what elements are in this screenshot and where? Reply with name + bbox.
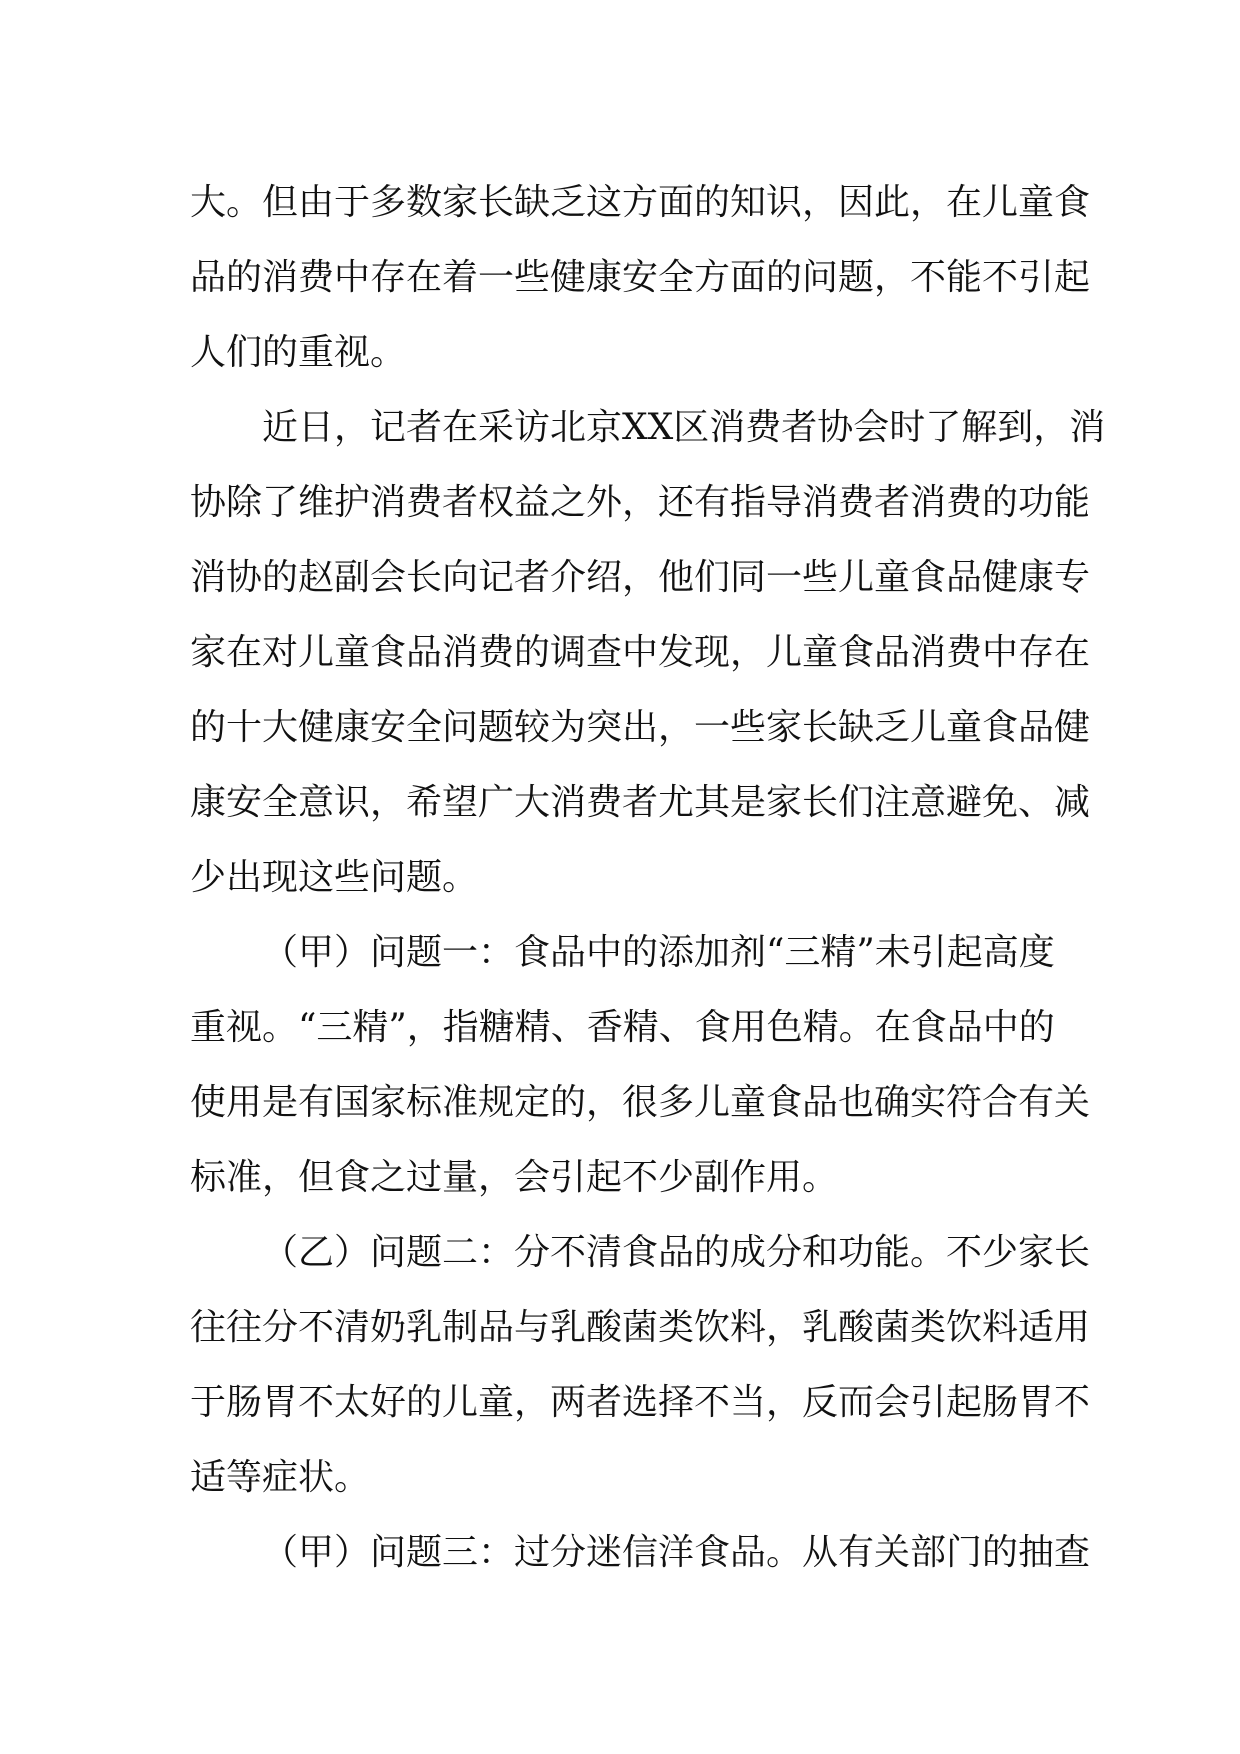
paragraph-2	[190, 390, 1106, 915]
paragraph-line: 于肠胃不太好的儿童，两者选择不当，反而会引起肠胃不	[190, 1382, 1091, 1423]
document-body	[190, 165, 1106, 1590]
paragraph-line: 人们的重视。	[190, 332, 407, 373]
paragraph-line: 重视。“三精”，指糖精、香精、食用色精。在食品中的	[190, 1007, 1055, 1048]
paragraph-line: 消协的赵副会长向记者介绍，他们同一些儿童食品健康专	[190, 557, 1091, 598]
paragraph-line: 标准，但食之过量，会引起不少副作用。	[190, 1157, 839, 1198]
paragraph-line: 近日，记者在采访北京XX区消费者协会时了解到，消	[262, 407, 1106, 448]
paragraph-line: 康安全意识，希望广大消费者尤其是家长们注意避免、减	[190, 782, 1091, 823]
paragraph-line: （甲）问题一：食品中的添加剂“三精”未引起高度	[262, 932, 1055, 973]
paragraph-line: 品的消费中存在着一些健康安全方面的问题，不能不引起	[190, 257, 1091, 298]
paragraph-3	[190, 915, 1091, 1215]
paragraph-line: （甲）问题三：过分迷信洋食品。从有关部门的抽查	[262, 1532, 1091, 1573]
paragraph-5	[190, 1515, 1091, 1590]
paragraph-line: 协除了维护消费者权益之外，还有指导消费者消费的功能	[190, 482, 1091, 523]
paragraph-line: 往往分不清奶乳制品与乳酸菌类饮料，乳酸菌类饮料适用	[190, 1307, 1091, 1348]
paragraph-line: 的十大健康安全问题较为突出，一些家长缺乏儿童食品健	[190, 707, 1091, 748]
paragraph-line: 家在对儿童食品消费的调查中发现，儿童食品消费中存在	[190, 632, 1091, 673]
paragraph-1	[190, 165, 1091, 390]
paragraph-line: 大。但由于多数家长缺乏这方面的知识，因此，在儿童食	[190, 182, 1091, 223]
paragraph-line: 使用是有国家标准规定的，很多儿童食品也确实符合有关	[190, 1082, 1091, 1123]
paragraph-line: （乙）问题二：分不清食品的成分和功能。不少家长	[262, 1232, 1091, 1273]
paragraph-4	[190, 1215, 1091, 1515]
paragraph-line: 适等症状。	[190, 1457, 371, 1498]
paragraph-line: 少出现这些问题。	[190, 857, 479, 898]
